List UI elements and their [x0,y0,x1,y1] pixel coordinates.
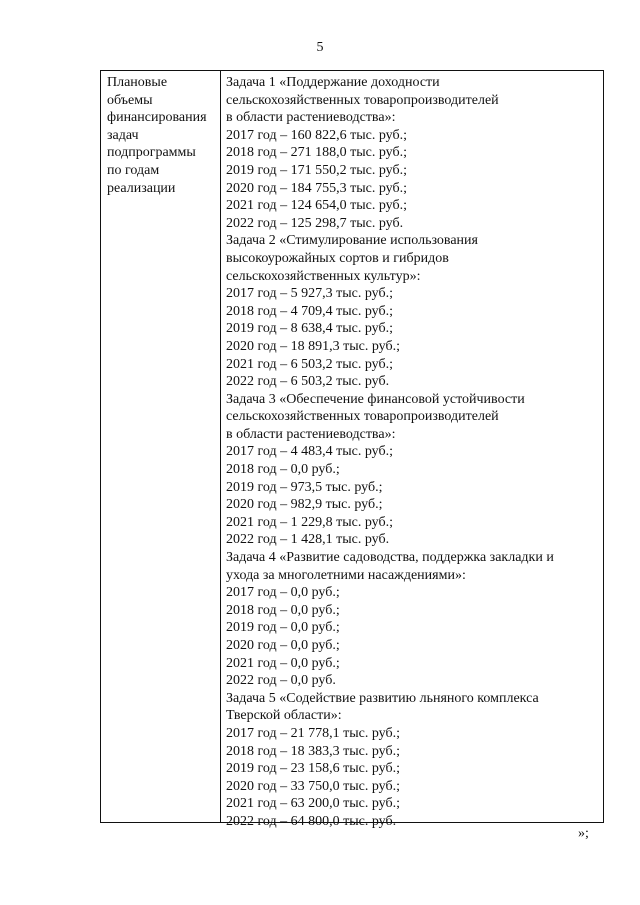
page-number: 5 [316,40,324,55]
text-line: 2019 год – 171 550,2 тыс. руб.; [226,162,407,178]
text-line: 2019 год – 973,5 тыс. руб.; [226,479,383,495]
text-line: Тверской области»: [226,708,342,724]
text-line: 2018 год – 0,0 руб.; [226,462,340,478]
text-line: 2021 год – 1 229,8 тыс. руб.; [226,514,393,530]
text-line: 2017 год – 0,0 руб.; [226,585,340,601]
text-line: 2017 год – 4 483,4 тыс. руб.; [226,444,393,460]
text-line: 2020 год – 184 755,3 тыс. руб.; [226,180,407,196]
text-line: Задача 4 «Развитие садоводства, поддержка закладки и [226,550,554,566]
closing-quote: »; [578,826,589,841]
text-line: Задача 1 «Поддержание доходности [226,75,440,90]
text-line: 2021 год – 124 654,0 тыс. руб.; [226,198,407,214]
text-line: 2020 год – 0,0 руб.; [226,638,340,653]
text-line: в области растениеводства»: [226,426,396,442]
text-line: 2022 год – 0,0 руб. [226,673,336,689]
text-line: Задача 5 «Содействие развитию льняного комплекса [226,690,539,706]
text-line: сельскохозяйственных товаропроизводителей [226,409,499,425]
text-line: 2019 год – 23 158,6 тыс. руб.; [226,761,400,777]
text-line: ухода за многолетними насаждениями»: [226,567,466,583]
text-line: 2022 год – 1 428,1 тыс. руб. [226,532,390,548]
text-line: 2019 год – 0,0 руб.; [226,620,340,636]
text-line: 2020 год – 18 891,3 тыс. руб.; [226,338,400,354]
financing-details [226,74,600,831]
text-line: 2022 год – 125 298,7 тыс. руб. [226,215,404,231]
text-line: 2021 год – 0,0 руб.; [226,655,340,671]
column-divider [220,71,221,822]
financing-table [100,70,604,829]
text-line: 2020 год – 33 750,0 тыс. руб.; [226,778,400,794]
text-line: 2022 год – 64 800,0 тыс. руб. [226,813,397,829]
text-line: 2018 год – 18 383,3 тыс. руб.; [226,743,400,759]
text-line: 2017 год – 160 822,6 тыс. руб.; [226,127,407,143]
text-line: Задача 2 «Стимулирование использования [226,233,478,249]
text-line: 2018 год – 271 188,0 тыс. руб.; [226,145,407,161]
text-line: 2019 год – 8 638,4 тыс. руб.; [226,321,393,337]
text-line: Задача 3 «Обеспечение финансовой устойчивости [226,391,525,407]
text-line: сельскохозяйственных культур»: [226,268,421,284]
text-line: 2017 год – 21 778,1 тыс. руб.; [226,725,400,741]
text-line: в области растениеводства»: [226,110,396,126]
text-line: высокоурожайных сортов и гибридов [226,250,449,266]
text-line: 2020 год – 982,9 тыс. руб.; [226,497,383,513]
text-line: 2021 год – 63 200,0 тыс. руб.; [226,796,400,812]
row-label: Плановые объемы финансирования задач подпрограммы по годам реализации [107,75,207,196]
text-line: 2022 год – 6 503,2 тыс. руб. [226,374,390,390]
text-line: 2018 год – 4 709,4 тыс. руб.; [226,303,393,319]
text-line: 2021 год – 6 503,2 тыс. руб.; [226,356,393,372]
text-line: 2018 год – 0,0 руб.; [226,602,340,618]
text-line: сельскохозяйственных товаропроизводителей [226,92,499,108]
text-line: 2017 год – 5 927,3 тыс. руб.; [226,286,393,302]
